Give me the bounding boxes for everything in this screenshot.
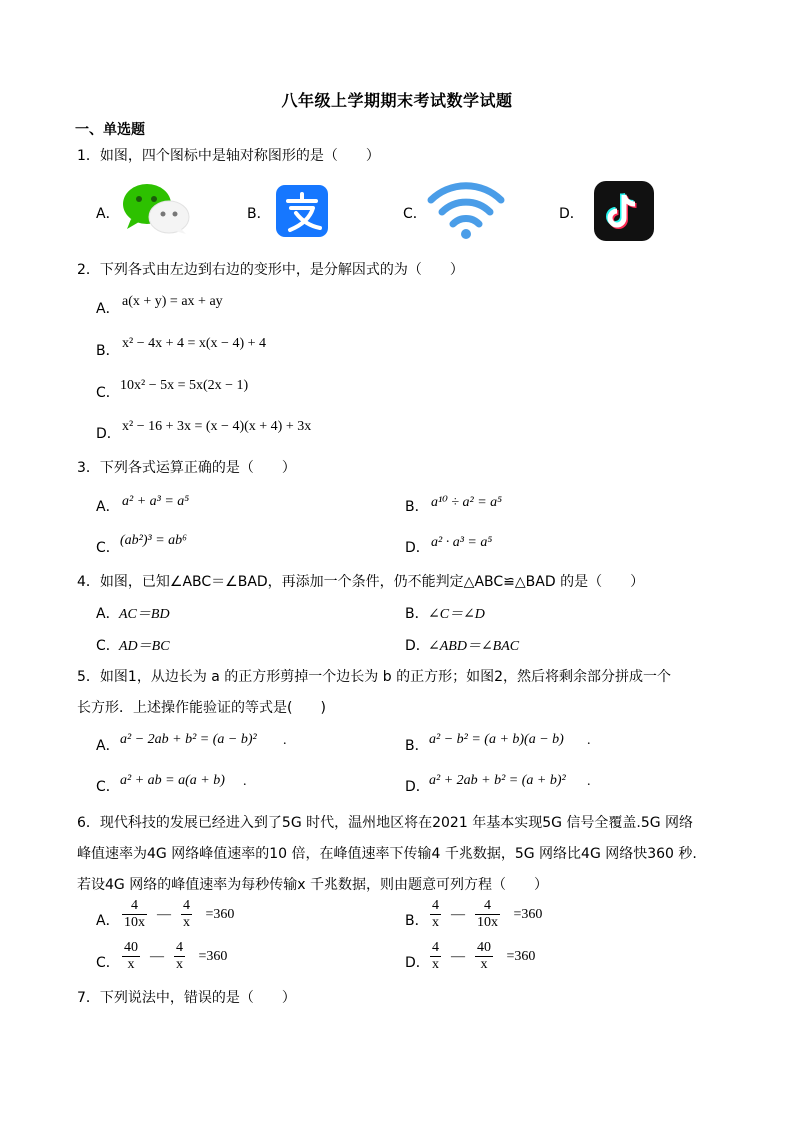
fraction: $\frac{4}{10x}$	[124, 898, 145, 930]
q5-option-d-label: D．	[405, 779, 430, 795]
q2-option-d-expr: x² − 16 + 3x = (x − 4)(x + 4) + 3x	[122, 419, 312, 434]
q4-option-d-text: ∠ABD＝∠BAC	[428, 639, 520, 654]
q6-option-b-label: B．	[405, 913, 429, 929]
q2-option-b-label: B．	[96, 343, 120, 359]
question-5-line-1: 5．如图1，从边长为 a 的正方形剪掉一个边长为 b 的正方形；如图2，然后将剩余部分拼成一个	[77, 669, 671, 685]
minus-sign: —	[451, 906, 465, 922]
q5-option-b-expr: a² − b² = (a + b)(a − b)	[429, 732, 564, 747]
q5-option-a-expr: a² − 2ab + b² = (a − b)²	[120, 732, 257, 747]
q3-option-b-expr: a¹⁰ ÷ a² = a⁵	[431, 495, 503, 510]
q1-option-d-label: D．	[559, 206, 584, 222]
q4-option-b-label: B．	[405, 606, 429, 622]
q4-option-a-label: A．	[96, 606, 120, 622]
fraction: $\frac{4}{x}$	[183, 898, 190, 930]
q6-option-a-label: A．	[96, 913, 120, 929]
q3-option-d-expr: a² · a³ = a⁵	[431, 535, 493, 550]
q5-option-c-dot: .	[243, 774, 247, 789]
q5-option-a-label: A．	[96, 738, 120, 754]
fraction: $\frac{4}{10x}$	[477, 898, 498, 930]
fraction: $\frac{4}{x}$	[176, 940, 183, 972]
q3-option-a-expr: a² + a³ = a⁵	[122, 494, 190, 509]
q6-option-c-equation	[120, 940, 227, 973]
q3-option-c-label: C．	[96, 540, 120, 556]
q5-option-a-dot: .	[283, 733, 287, 748]
question-6-line-1: 6．现代科技的发展已经进入到了5G 时代，温州地区将在2021 年基本实现5G 信号全覆盖.5G 网络	[77, 815, 694, 831]
q6-option-d-label: D．	[405, 955, 430, 971]
minus-sign: —	[157, 906, 171, 922]
q3-option-c-expr: (ab²)³ = ab⁶	[120, 533, 188, 548]
q3-option-d-label: D．	[405, 540, 430, 556]
q6-option-d-equation	[428, 940, 535, 973]
fraction: $\frac{40}{x}$	[124, 940, 138, 972]
q4-option-c-label: C．	[96, 638, 120, 654]
question-2-stem: 2．下列各式由左边到右边的变形中，是分解因式的为（ ）	[77, 262, 464, 278]
equals-rhs: =360	[198, 948, 228, 964]
equals-rhs: =360	[205, 906, 235, 922]
fraction: $\frac{4}{x}$	[432, 940, 439, 972]
question-6-line-3: 若设4G 网络的峰值速率为每秒传输x 千兆数据，则由题意可列方程（ ）	[77, 877, 548, 893]
q2-option-c-label: C．	[96, 385, 120, 401]
q4-option-b-text: ∠C＝∠D	[428, 607, 485, 622]
q6-option-b-equation	[428, 898, 542, 931]
wifi-icon	[427, 180, 505, 240]
question-5-line-2: 长方形．上述操作能验证的等式是( )	[77, 700, 326, 716]
q1-option-b-label: B．	[247, 206, 271, 222]
question-6-line-2: 峰值速率为4G 网络峰值速率的10 倍，在峰值速率下传输4 千兆数据，5G 网络比4G 网络快360 秒.	[77, 846, 697, 862]
q3-option-b-label: B．	[405, 499, 429, 515]
wechat-icon	[121, 183, 191, 235]
question-1-stem: 1．如图，四个图标中是轴对称图形的是（ ）	[77, 148, 380, 164]
q5-option-b-dot: .	[587, 733, 591, 748]
minus-sign: —	[451, 948, 465, 964]
q5-option-b-label: B．	[405, 738, 429, 754]
equals-rhs: =360	[506, 948, 536, 964]
minus-sign: —	[150, 948, 164, 964]
q2-option-b-expr: x² − 4x + 4 = x(x − 4) + 4	[122, 336, 266, 351]
q5-option-d-expr: a² + 2ab + b² = (a + b)²	[429, 773, 566, 788]
q2-option-d-label: D．	[96, 426, 121, 442]
q4-option-c-text: AD＝BC	[119, 639, 170, 654]
question-3-stem: 3．下列各式运算正确的是（ ）	[77, 460, 296, 476]
q5-option-d-dot: .	[587, 774, 591, 789]
question-4-stem: 4．如图，已知∠ABC＝∠BAD，再添加一个条件，仍不能判定△ABC≌△BAD 的是（ ）	[77, 574, 645, 590]
question-7-stem: 7．下列说法中，错误的是（ ）	[77, 990, 296, 1006]
fraction: $\frac{4}{x}$	[432, 898, 439, 930]
q6-option-a-equation	[120, 898, 234, 931]
fraction: $\frac{40}{x}$	[477, 940, 491, 972]
q4-option-d-label: D．	[405, 638, 430, 654]
page-title: 八年级上学期期末考试数学试题	[281, 91, 513, 110]
tiktok-icon	[594, 181, 654, 241]
q6-option-c-label: C．	[96, 955, 120, 971]
q5-option-c-expr: a² + ab = a(a + b)	[120, 773, 225, 788]
alipay-icon	[276, 185, 328, 237]
q5-option-c-label: C．	[96, 779, 120, 795]
q2-option-a-expr: a(x + y) = ax + ay	[122, 294, 223, 309]
q1-option-c-label: C．	[403, 206, 427, 222]
q4-option-a-text: AC＝BD	[119, 607, 170, 622]
q2-option-c-expr: 10x² − 5x = 5x(2x − 1)	[120, 378, 249, 393]
equals-rhs: =360	[513, 906, 543, 922]
section-heading: 一、单选题	[75, 122, 145, 138]
q2-option-a-label: A．	[96, 301, 120, 317]
q3-option-a-label: A．	[96, 499, 120, 515]
q1-option-a-label: A．	[96, 206, 120, 222]
